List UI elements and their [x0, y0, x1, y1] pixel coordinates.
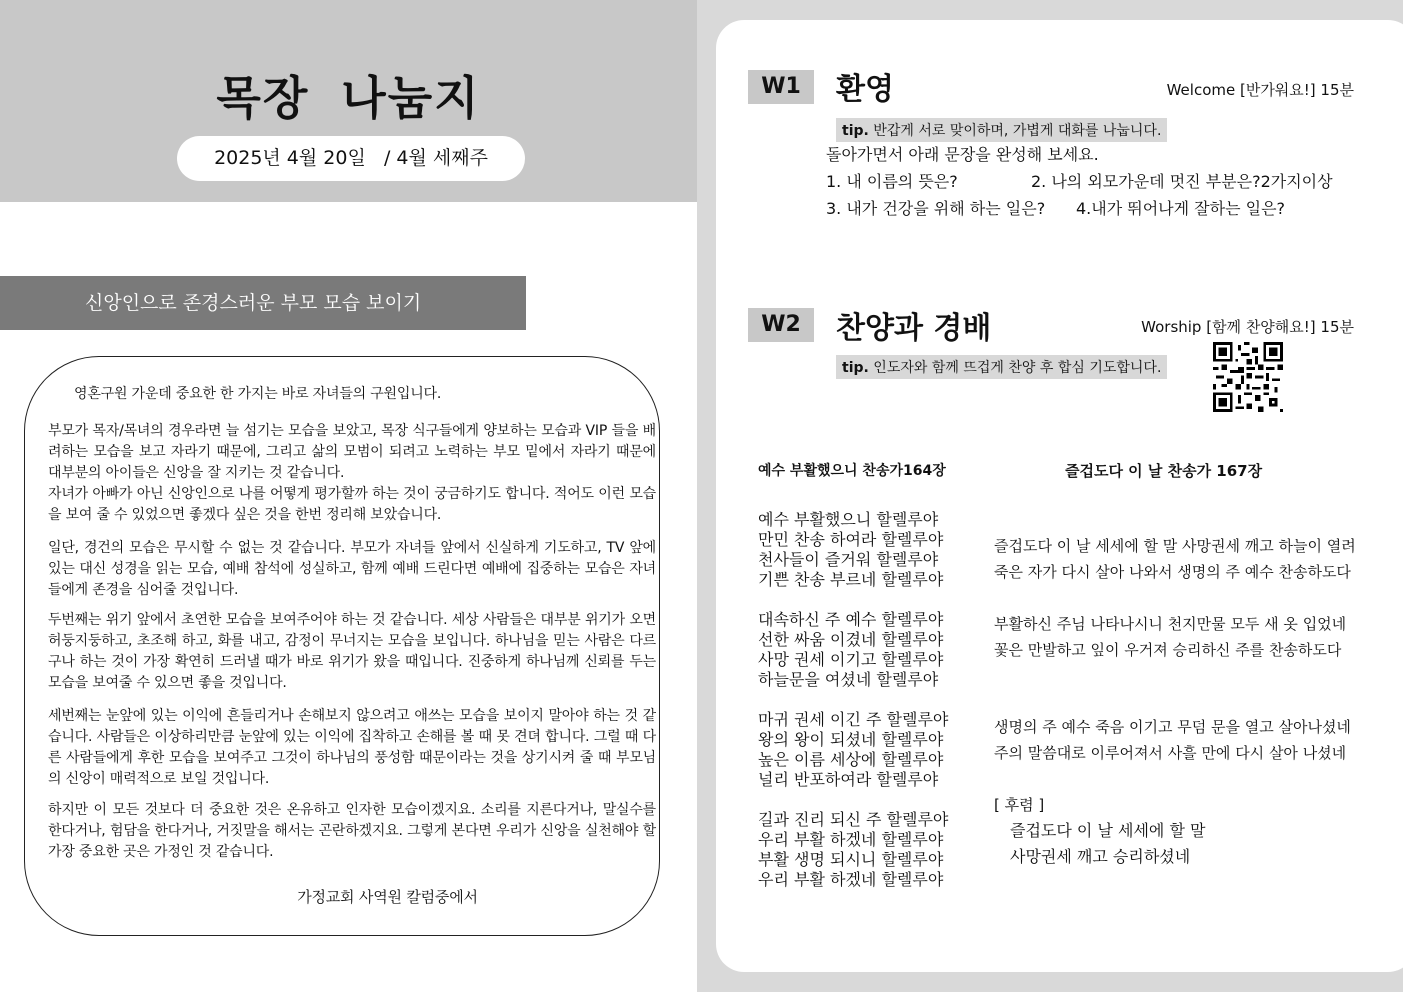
column-paragraph-4 [28, 610, 656, 694]
column-source: 가정교회 사역원 칼럼중에서 [297, 888, 478, 906]
left-page [0, 0, 697, 992]
hymn2-verse-3 [994, 714, 1351, 766]
lyric-line: 기쁜 찬송 부르네 할렐루야 [758, 570, 944, 589]
lyric-line: 널리 반포하여라 할렐루야 [758, 770, 939, 789]
w1-question-4: 4.내가 뛰어나게 잘하는 일은? [1076, 199, 1286, 218]
lyric-line: 왕의 왕이 되셨네 할렐루야 [758, 730, 944, 749]
w1-question-2: 2. 나의 외모가운데 멋진 부분은?2가지이상 [1031, 172, 1333, 191]
date-pill: 2025년 4월 20일 / 4월 세째주 [177, 136, 525, 181]
w1-subtitle: Welcome [반가워요!] 15분 [1166, 81, 1354, 99]
paragraph-text: 세번째는 눈앞에 있는 이익에 흔들리거나 손해보지 않으려고 애쓰는 모습을 보이지 말아야 하는 것 같습니다. 사람들은 이상하리만큼 눈앞에 있는 이익에 집착하고 손해를 볼 때 못 견뎌 합니다. 그럴 때 다른 사람들에게 후한 모습을 보여주고 그것이 하나님의 풍성함 때문이라는 것을 상기시켜 줄 때 부모님의 신앙이 매력적으로 보일 것입니다. [48, 708, 656, 787]
lyric-line: 꽃은 만발하고 잎이 우거져 승리하신 주를 찬송하도다 [994, 641, 1342, 659]
lyric-line: 천사들이 즐거워 할렐루야 [758, 550, 939, 569]
hymn2-chorus-label: [ 후렴 ] [994, 796, 1045, 814]
lyric-line: 사망권세 깨고 승리하셨네 [1010, 847, 1191, 866]
w2-tag: W2 [748, 308, 814, 342]
paragraph-text: 자녀가 아빠가 아닌 신앙인으로 나를 어떻게 평가할까 하는 것이 궁금하기도 합니다. 적어도 이런 모습을 보여 줄 수 있었으면 좋겠다 싶은 것을 한번 정리해 보았습니다. [48, 486, 656, 523]
qr-code-icon[interactable] [1213, 342, 1283, 412]
tip-label: tip. [842, 360, 869, 376]
lyric-line: 즐겁도다 이 날 세세에 할 말 [1010, 821, 1206, 840]
lyric-line: 죽은 자가 다시 살아 나와서 생명의 주 예수 찬송하도다 [994, 563, 1351, 581]
column-paragraph-2 [28, 484, 656, 526]
lyric-line: 높은 이름 세상에 할렐루야 [758, 750, 944, 769]
lyric-line: 마귀 권세 이긴 주 할렐루야 [758, 710, 949, 729]
lyric-line: 우리 부활 하겠네 할렐루야 [758, 830, 944, 849]
tip-label: tip. [842, 123, 869, 139]
paragraph-text: 일단, 경건의 모습은 무시할 수 없는 것 같습니다. 부모가 자녀들 앞에서 신실하게 기도하고, TV 앞에 있는 대신 성경을 읽는 모습, 예배 참석에 성실하고, 함께 예배 드린다면 예배에 집중하는 모습은 자녀들에게 존경을 심어줄 것입니다. [48, 540, 656, 598]
lyric-line: 선한 싸움 이겼네 할렐루야 [758, 630, 944, 649]
column-paragraph-1 [28, 421, 656, 484]
tip-text: 반갑게 서로 맞이하며, 가볍게 대화를 나눕니다. [873, 123, 1162, 139]
lyric-line: 하늘문을 여셨네 할렐루야 [758, 670, 939, 689]
lyric-line: 생명의 주 예수 죽음 이기고 무덤 문을 열고 살아나셨네 [994, 718, 1351, 736]
hymn1-title: 예수 부활했으니 찬송가164장 [758, 463, 946, 479]
section-title: 신앙인으로 존경스러운 부모 모습 보이기 [85, 292, 422, 314]
w1-question-1: 1. 내 이름의 뜻은? [826, 172, 958, 191]
hymn2-verse-1 [994, 533, 1356, 585]
w1-title: 환영 [836, 72, 894, 107]
w1-tag: W1 [748, 70, 814, 104]
w1-instruction: 돌아가면서 아래 문장을 완성해 보세요. [826, 145, 1099, 164]
tip-text: 인도자와 함께 뜨겁게 찬양 후 합심 기도합니다. [873, 360, 1162, 376]
lyric-line: 즐겁도다 이 날 세세에 할 말 사망권세 깨고 하늘이 열려 [994, 537, 1356, 555]
hymn2-title: 즐겁도다 이 날 찬송가 167장 [1065, 462, 1263, 480]
column-paragraph-5 [28, 706, 656, 790]
section-title-bar [0, 276, 526, 330]
page-title: 목장 나눔지 [216, 71, 481, 125]
lyric-line: 사망 권세 이기고 할렐루야 [758, 650, 944, 669]
w1-question-3: 3. 내가 건강을 위해 하는 일은? [826, 199, 1046, 218]
hymn1-verse-2 [758, 610, 943, 690]
column-intro: 영혼구원 가운데 중요한 한 가지는 바로 자녀들의 구원입니다. [74, 386, 442, 402]
hymn2-verse-2 [994, 611, 1346, 663]
hymn2-chorus [1010, 818, 1205, 870]
lyric-line: 예수 부활했으니 할렐루야 [758, 510, 939, 529]
w2-tip [836, 355, 1167, 379]
lyric-line: 대속하신 주 예수 할렐루야 [758, 610, 944, 629]
column-paragraph-3 [28, 538, 656, 601]
paragraph-text: 부모가 목자/목녀의 경우라면 늘 섬기는 모습을 보았고, 목장 식구들에게 양보하는 모습과 VIP 들을 배려하는 모습을 보고 자라기 때문에, 그리고 삶의 모범이 되려고 노력하는 부모 밑에서 자라기 때문에 대부분의 아이들은 신앙을 잘 지키는 것 같습니다. [48, 423, 656, 481]
paragraph-text: 하지만 이 모든 것보다 더 중요한 것은 온유하고 인자한 모습이겠지요. 소리를 지른다거나, 말실수를 한다거나, 험담을 한다거나, 거짓말을 해서는 곤란하겠지요. 그렇게 본다면 우리가 신앙을 실천해야 할 가장 중요한 곳은 가정인 것 같습니다. [48, 802, 656, 860]
column-paragraph-6 [28, 800, 656, 863]
w1-tip [836, 118, 1167, 142]
lyric-line: 길과 진리 되신 주 할렐루야 [758, 810, 949, 829]
lyric-line: 부활하신 주님 나타나시니 천지만물 모두 새 옷 입었네 [994, 615, 1347, 633]
lyric-line: 부활 생명 되시니 할렐루야 [758, 850, 944, 869]
paragraph-text: 두번째는 위기 앞에서 초연한 모습을 보여주어야 하는 것 같습니다. 세상 사람들은 대부분 위기가 오면 허둥지둥하고, 초조해 하고, 화를 내고, 감정이 무너지는 모습을 보입니다. 하나님을 믿는 사람은 다르구나 하는 것이 가장 확연히 드러낼 때가 바로 위기가 왔을 때입니다. 진중하게 하나님께 신뢰를 두는 모습을 보여줄 수 있으면 좋을 것입니다. [48, 612, 656, 691]
hymn1-verse-1 [758, 510, 943, 590]
w2-subtitle: Worship [함께 찬양해요!] 15분 [1141, 318, 1354, 336]
w2-title: 찬양과 경배 [836, 311, 992, 346]
lyric-line: 우리 부활 하겠네 할렐루야 [758, 870, 944, 889]
hymn1-verse-4 [758, 810, 948, 890]
lyric-line: 주의 말씀대로 이루어져서 사흘 만에 다시 살아 나셨네 [994, 744, 1347, 762]
hymn1-verse-3 [758, 710, 948, 790]
lyric-line: 만민 찬송 하여라 할렐루야 [758, 530, 944, 549]
